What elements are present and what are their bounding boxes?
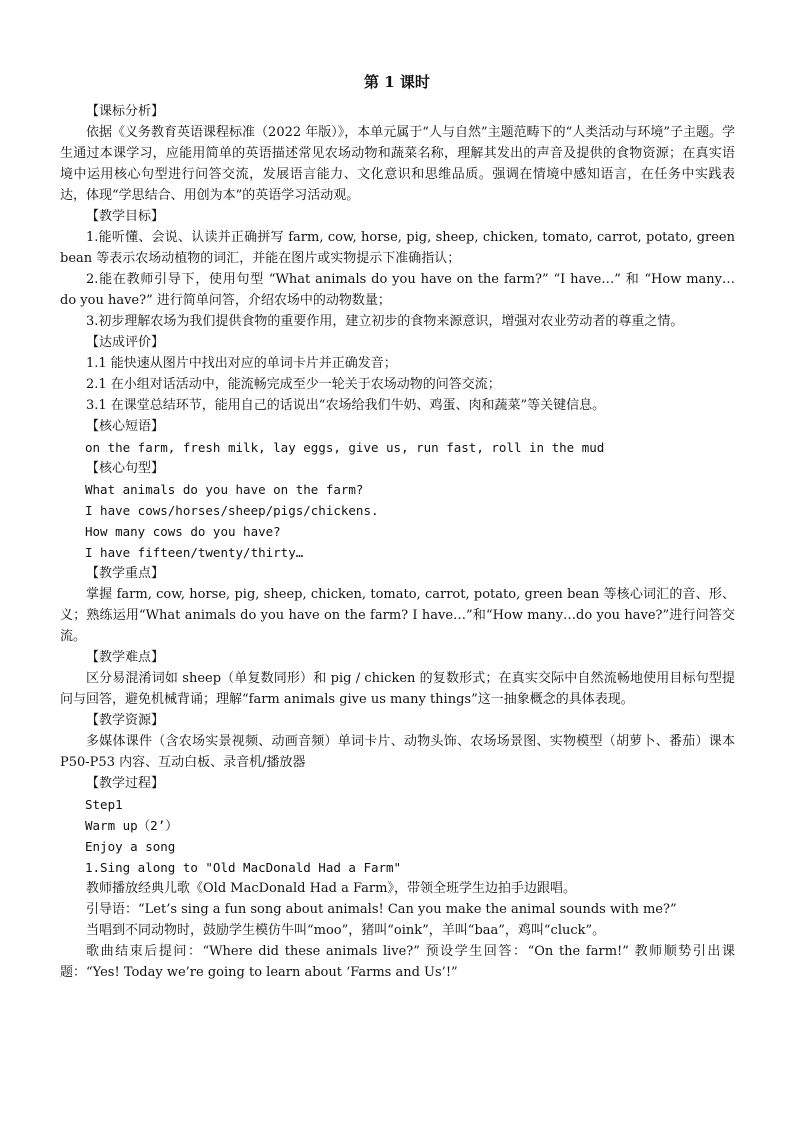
section-heading-difficulties: 【教学难点】 <box>86 650 165 665</box>
section-heading-process: 【教学过程】 <box>86 776 165 791</box>
process-line: Warm up（2’） <box>85 818 178 833</box>
section-heading-key-points: 【教学重点】 <box>86 566 165 581</box>
evaluation-item: 3.1 在课堂总结环节，能用自己的话说出“农场给我们牛奶、鸡蛋、肉和蔬菜”等关键信息。 <box>86 398 606 413</box>
sentence-item: How many cows do you have? <box>85 524 281 539</box>
sentence-item: What animals do you have on the farm? <box>85 482 364 497</box>
section-heading-resources: 【教学资源】 <box>86 713 165 728</box>
sentence-item: I have cows/horses/sheep/pigs/chickens. <box>85 503 379 518</box>
process-paragraph: 引导语：“Let’s sing a fun song about animals! Can you make the animal sounds with me?” <box>86 902 677 917</box>
objective-item: 2.能在教师引导下，使用句型 “What animals do you have on the farm?” “I have…” 和 “How many… do you have?” 进行简单问答，介绍农场中的动物数量； <box>60 272 735 308</box>
section-heading-evaluation: 【达成评价】 <box>86 335 165 350</box>
section-heading-curriculum: 【课标分析】 <box>86 104 165 119</box>
section-heading-objectives: 【教学目标】 <box>86 209 165 224</box>
process-line: 1.Sing along to "Old MacDonald Had a Farm" <box>85 860 402 875</box>
evaluation-item: 1.1 能快速从图片中找出对应的单词卡片并正确发音； <box>86 356 397 371</box>
sentence-item: I have fifteen/twenty/thirty… <box>85 545 304 560</box>
process-line: Enjoy a song <box>85 839 176 854</box>
process-paragraph: 教师播放经典儿歌《Old MacDonald Had a Farm》，带领全班学生边拍手边跟唱。 <box>86 881 576 896</box>
objective-item: 1.能听懂、会说、认读并正确拼写 farm, cow, horse, pig, sheep, chicken, tomato, carrot, potato, green bean 等表示农场动植物的词汇，并能在图片或实物提示下准确指认； <box>60 230 735 266</box>
process-line: Step1 <box>85 797 123 812</box>
process-paragraph: 歌曲结束后提问：“Where did these animals live?” 预设学生回答：“On the farm!” 教师顺势引出课题：“Yes! Today we’re going to learn about ‘Farms and Us’!” <box>60 944 735 980</box>
objective-item: 3.初步理解农场为我们提供食物的重要作用，建立初步的食物来源意识，增强对农业劳动者的尊重之情。 <box>86 314 684 329</box>
process-paragraph: 当唱到不同动物时，鼓励学生模仿牛叫“moo”，猪叫“oink”，羊叫“baa”，鸡叫“cluck”。 <box>86 923 606 938</box>
difficulties-text: 区分易混淆词如 sheep（单复数同形）和 pig / chicken 的复数形式；在真实交际中自然流畅地使用目标句型提问与回答，避免机械背诵；理解“farm animals give us many things”这一抽象概念的具体表现。 <box>60 671 735 707</box>
curriculum-text: 依据《义务教育英语课程标准（2022 年版）》，本单元属于“人与自然”主题范畴下的“人类活动与环境”子主题。学生通过本课学习，应能用简单的英语描述常见农场动物和蔬菜名称，理解其发出的声音及提供的食物资源；在真实语境中运用核心句型进行问答交流，发展语言能力、文化意识和思维品质。强调在情境中感知语言，在任务中实践表达，体现“学思结合、用创为本”的英语学习活动观。 <box>60 125 735 203</box>
resources-text: 多媒体课件（含农场实景视频、动画音频）单词卡片、动物头饰、农场场景图、实物模型（胡萝卜、番茄）课本 P50-P53 内容、互动白板、录音机/播放器 <box>60 734 735 770</box>
document-body <box>60 101 735 983</box>
phrases-text: on the farm, fresh milk, lay eggs, give us, run fast, roll in the mud <box>85 440 605 455</box>
evaluation-item: 2.1 在小组对话活动中，能流畅完成至少一轮关于农场动物的问答交流； <box>86 377 501 392</box>
section-heading-phrases: 【核心短语】 <box>86 419 165 434</box>
key-points-text: 掌握 farm, cow, horse, pig, sheep, chicken, tomato, carrot, potato, green bean 等核心词汇的音、形、义；熟练运用“What animals do you have on the farm? I have…”和“How many…do you have?”进行问答交流。 <box>60 587 735 644</box>
section-heading-sentences: 【核心句型】 <box>86 461 165 476</box>
page-title: 第 1 课时 <box>364 73 430 91</box>
